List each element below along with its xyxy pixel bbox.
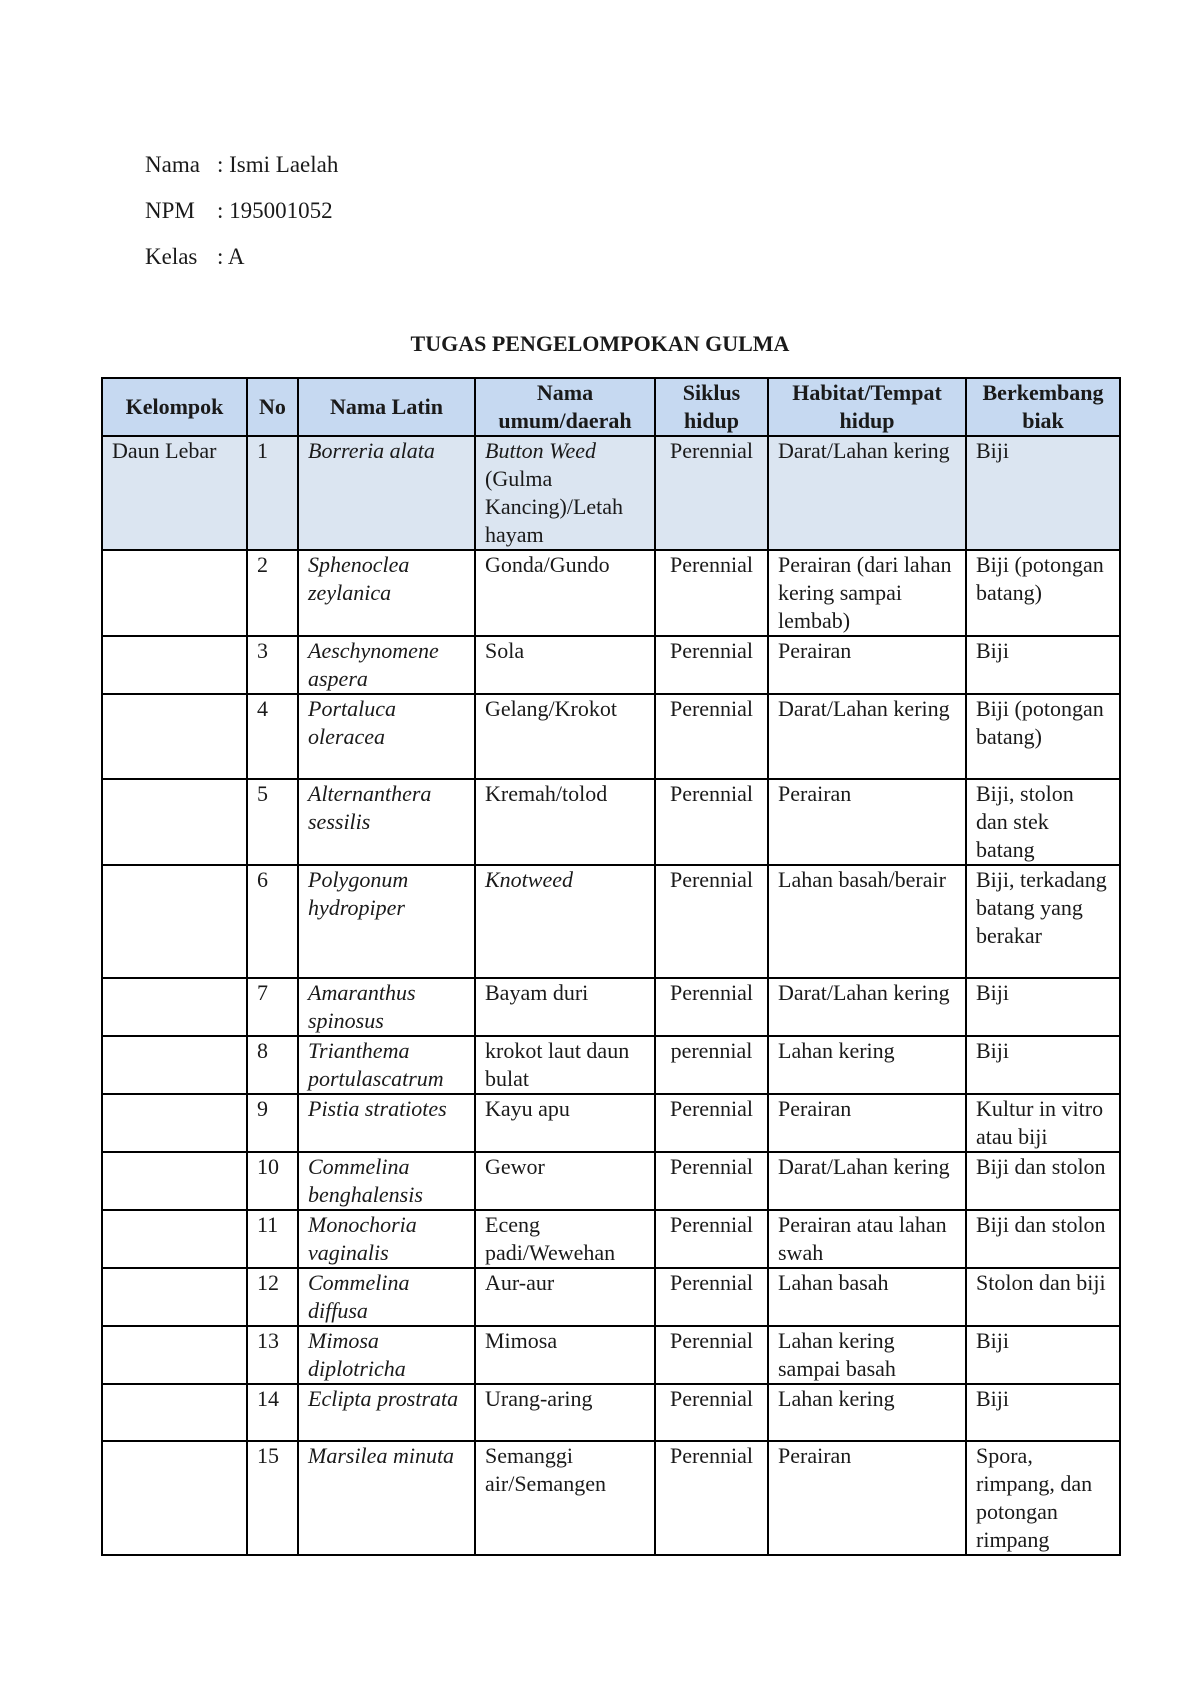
cell-kelompok: [102, 550, 247, 636]
header-habitat: Habitat/Tempat hidup: [768, 378, 966, 436]
info-value: : 195001052: [217, 198, 333, 223]
cell-no: 1: [247, 436, 298, 550]
table-row: [102, 1326, 1120, 1384]
cell-umum: Semanggi air/Semangen: [475, 1441, 655, 1555]
cell-latin: Amaranthus spinosus: [298, 978, 475, 1036]
table-row: [102, 636, 1120, 694]
header-no: No: [247, 378, 298, 436]
table-body: [102, 436, 1120, 1555]
table-row: [102, 1210, 1120, 1268]
header-kelompok: Kelompok: [102, 378, 247, 436]
cell-no: 3: [247, 636, 298, 694]
cell-habitat: Darat/Lahan kering: [768, 1152, 966, 1210]
table-row: [102, 550, 1120, 636]
cell-kelompok: [102, 636, 247, 694]
cell-kelompok: [102, 1268, 247, 1326]
cell-kelompok: [102, 1441, 247, 1555]
cell-umum: Urang-aring: [475, 1384, 655, 1441]
cell-siklus: Perennial: [655, 1152, 768, 1210]
cell-no: 4: [247, 694, 298, 779]
table-row: [102, 1094, 1120, 1152]
cell-no: 2: [247, 550, 298, 636]
cell-latin: Commelina benghalensis: [298, 1152, 475, 1210]
table-row: [102, 1441, 1120, 1555]
table-row: [102, 779, 1120, 865]
cell-kelompok: [102, 865, 247, 978]
cell-siklus: Perennial: [655, 636, 768, 694]
cell-habitat: Perairan: [768, 636, 966, 694]
cell-latin: Commelina diffusa: [298, 1268, 475, 1326]
table-row: [102, 1384, 1120, 1441]
cell-siklus: Perennial: [655, 694, 768, 779]
cell-no: 10: [247, 1152, 298, 1210]
cell-kelompok: [102, 978, 247, 1036]
table-row: [102, 436, 1120, 550]
cell-siklus: Perennial: [655, 865, 768, 978]
cell-kelompok: Daun Lebar: [102, 436, 247, 550]
cell-umum: krokot laut daun bulat: [475, 1036, 655, 1094]
cell-no: 6: [247, 865, 298, 978]
cell-no: 5: [247, 779, 298, 865]
cell-biak: Biji dan stolon: [966, 1210, 1120, 1268]
cell-biak: Biji, stolon dan stek batang: [966, 779, 1120, 865]
cell-umum: Eceng padi/Wewehan: [475, 1210, 655, 1268]
cell-siklus: Perennial: [655, 978, 768, 1036]
cell-siklus: Perennial: [655, 1210, 768, 1268]
cell-no: 12: [247, 1268, 298, 1326]
cell-biak: Spora, rimpang, dan potongan rimpang: [966, 1441, 1120, 1555]
cell-biak: Stolon dan biji: [966, 1268, 1120, 1326]
table-row: [102, 1268, 1120, 1326]
info-value: : A: [217, 244, 245, 269]
cell-latin: Eclipta prostrata: [298, 1384, 475, 1441]
cell-umum: Gelang/Krokot: [475, 694, 655, 779]
cell-kelompok: [102, 1152, 247, 1210]
cell-umum: Gonda/Gundo: [475, 550, 655, 636]
cell-latin: Pistia stratiotes: [298, 1094, 475, 1152]
cell-biak: Biji: [966, 1384, 1120, 1441]
cell-kelompok: [102, 1036, 247, 1094]
cell-umum: Kayu apu: [475, 1094, 655, 1152]
header-umum: Nama umum/daerah: [475, 378, 655, 436]
cell-siklus: Perennial: [655, 1441, 768, 1555]
cell-habitat: Perairan: [768, 1441, 966, 1555]
cell-biak: Biji: [966, 436, 1120, 550]
cell-habitat: Darat/Lahan kering: [768, 694, 966, 779]
info-row-nama: [145, 142, 338, 188]
cell-latin: Sphenoclea zeylanica: [298, 550, 475, 636]
cell-biak: Kultur in vitro atau biji: [966, 1094, 1120, 1152]
document-title: TUGAS PENGELOMPOKAN GULMA: [410, 331, 790, 356]
cell-habitat: Darat/Lahan kering: [768, 978, 966, 1036]
cell-biak: Biji (potongan batang): [966, 694, 1120, 779]
cell-umum: Button Weed (Gulma Kancing)/Letah hayam: [475, 436, 655, 550]
cell-biak: Biji dan stolon: [966, 1152, 1120, 1210]
cell-habitat: Perairan atau lahan swah: [768, 1210, 966, 1268]
table-row: [102, 865, 1120, 978]
cell-habitat: Lahan kering: [768, 1384, 966, 1441]
cell-habitat: Lahan kering: [768, 1036, 966, 1094]
cell-biak: Biji, terkadang batang yang berakar: [966, 865, 1120, 978]
cell-siklus: Perennial: [655, 550, 768, 636]
info-row-npm: [145, 188, 338, 234]
cell-umum: Bayam duri: [475, 978, 655, 1036]
table-row: [102, 1036, 1120, 1094]
info-label: Nama: [145, 152, 200, 177]
header-latin: Nama Latin: [298, 378, 475, 436]
cell-habitat: Lahan kering sampai basah: [768, 1326, 966, 1384]
cell-no: 7: [247, 978, 298, 1036]
info-value: : Ismi Laelah: [217, 152, 339, 177]
cell-latin: Alternanthera sessilis: [298, 779, 475, 865]
cell-latin: Marsilea minuta: [298, 1441, 475, 1555]
cell-no: 9: [247, 1094, 298, 1152]
cell-latin: Mimosa diplotricha: [298, 1326, 475, 1384]
table-row: [102, 1152, 1120, 1210]
cell-kelompok: [102, 1210, 247, 1268]
cell-biak: Biji (potongan batang): [966, 550, 1120, 636]
student-info: [145, 142, 338, 280]
cell-latin: Trianthema portulascatrum: [298, 1036, 475, 1094]
cell-umum: Aur-aur: [475, 1268, 655, 1326]
cell-siklus: Perennial: [655, 436, 768, 550]
cell-umum: Kremah/tolod: [475, 779, 655, 865]
info-label: Kelas: [145, 244, 198, 269]
cell-siklus: perennial: [655, 1036, 768, 1094]
table-header-row: [102, 378, 1120, 436]
cell-siklus: Perennial: [655, 1094, 768, 1152]
cell-habitat: Lahan basah/berair: [768, 865, 966, 978]
info-row-kelas: [145, 234, 338, 280]
cell-habitat: Darat/Lahan kering: [768, 436, 966, 550]
cell-habitat: Perairan: [768, 779, 966, 865]
cell-kelompok: [102, 1384, 247, 1441]
cell-umum: Sola: [475, 636, 655, 694]
cell-kelompok: [102, 1326, 247, 1384]
cell-latin: Monochoria vaginalis: [298, 1210, 475, 1268]
cell-no: 11: [247, 1210, 298, 1268]
cell-umum: Gewor: [475, 1152, 655, 1210]
cell-siklus: Perennial: [655, 1326, 768, 1384]
header-siklus: Siklus hidup: [655, 378, 768, 436]
table-row: [102, 694, 1120, 779]
cell-biak: Biji: [966, 1036, 1120, 1094]
cell-latin: Borreria alata: [298, 436, 475, 550]
cell-no: 14: [247, 1384, 298, 1441]
cell-latin: Portaluca oleracea: [298, 694, 475, 779]
cell-biak: Biji: [966, 1326, 1120, 1384]
weed-table: [101, 377, 1121, 1556]
cell-habitat: Perairan (dari lahan kering sampai lembab): [768, 550, 966, 636]
header-biak: Berkembang biak: [966, 378, 1120, 436]
cell-biak: Biji: [966, 978, 1120, 1036]
cell-kelompok: [102, 1094, 247, 1152]
cell-biak: Biji: [966, 636, 1120, 694]
cell-kelompok: [102, 694, 247, 779]
cell-no: 15: [247, 1441, 298, 1555]
table-row: [102, 978, 1120, 1036]
cell-habitat: Perairan: [768, 1094, 966, 1152]
cell-habitat: Lahan basah: [768, 1268, 966, 1326]
cell-siklus: Perennial: [655, 1384, 768, 1441]
cell-umum: Knotweed: [475, 865, 655, 978]
cell-no: 8: [247, 1036, 298, 1094]
cell-no: 13: [247, 1326, 298, 1384]
info-label: NPM: [145, 198, 195, 223]
cell-kelompok: [102, 779, 247, 865]
cell-siklus: Perennial: [655, 1268, 768, 1326]
cell-siklus: Perennial: [655, 779, 768, 865]
cell-umum: Mimosa: [475, 1326, 655, 1384]
cell-latin: Polygonum hydropiper: [298, 865, 475, 978]
cell-latin: Aeschynomene aspera: [298, 636, 475, 694]
